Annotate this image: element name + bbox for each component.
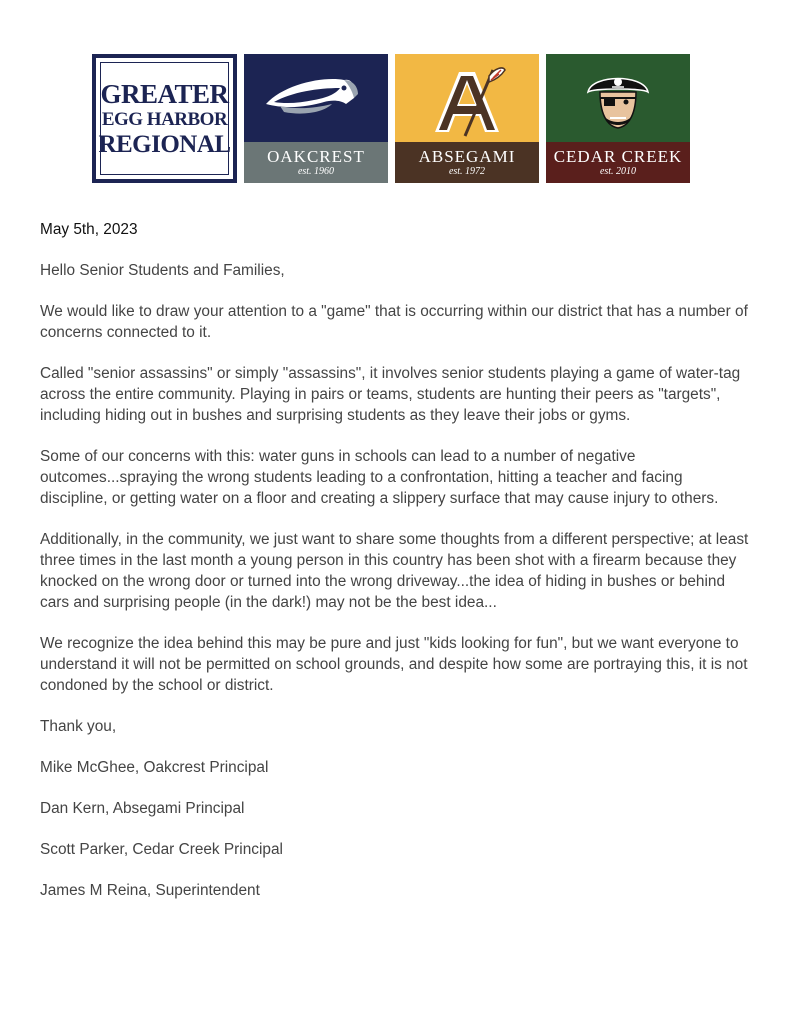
signature-line: Dan Kern, Absegami Principal — [40, 800, 245, 817]
cedar-creek-logo-tile — [546, 54, 690, 183]
district-name-line2: EGG HARBOR — [101, 108, 228, 130]
district-logo-tile — [92, 54, 237, 183]
district-banner — [92, 54, 691, 183]
letter-greeting: Hello Senior Students and Families, — [40, 262, 285, 279]
school-established: est. 2010 — [599, 166, 637, 177]
letter-closing: Thank you, — [40, 718, 117, 735]
letter-paragraph: Called "senior assassins" or simply "assassins", it involves senior students playing a game of water-tag across the entire community. Playing in pairs or teams, students are hunting their peers as "targets", including hiding out in bushes and surprising students as they leave their jobs or gyms. — [40, 365, 741, 424]
pirate-icon — [546, 54, 690, 142]
signature-line: Scott Parker, Cedar Creek Principal — [40, 841, 283, 858]
school-name: CEDAR CREEK — [553, 147, 683, 166]
school-established: est. 1972 — [448, 166, 486, 177]
letter-paragraph: Additionally, in the community, we just want to share some thoughts from a different perspective; at least three times in the last month a young person in this country has been shot with a firearm because they knocked on the wrong door or turned into the wrong driveway...the idea of hiding in bushes or behind cars and surprising people (in the dark!) may not be the best idea... — [40, 531, 749, 611]
school-name: ABSEGAMI — [418, 147, 516, 166]
letter-a-feather-icon — [395, 54, 539, 142]
letter-body — [40, 219, 752, 921]
district-name-line3: REGIONAL — [98, 130, 231, 158]
absegami-logo-tile — [395, 54, 539, 183]
letter-paragraph: We recognize the idea behind this may be pure and just "kids looking for fun", but we want everyone to understand it will not be permitted on school grounds, and despite how some are portraying this, it is not condoned by the school or district. — [40, 635, 748, 694]
district-logo — [100, 62, 229, 175]
letter-paragraph: We would like to draw your attention to a "game" that is occurring within our district that has a number of concerns connected to it. — [40, 303, 748, 341]
school-established: est. 1960 — [297, 166, 335, 177]
letter-paragraph: Some of our concerns with this: water guns in schools can lead to a number of negative outcomes...spraying the wrong students leading to a confrontation, hitting a teacher and facing discipline, or getting water on a floor and creating a slippery surface that may cause injury to others. — [40, 448, 719, 507]
hawk-icon — [244, 54, 388, 142]
oakcrest-logo-tile — [244, 54, 388, 183]
signature-line: Mike McGhee, Oakcrest Principal — [40, 759, 269, 776]
letter-date: May 5th, 2023 — [40, 221, 138, 238]
signature-block — [40, 757, 752, 901]
signature-line: James M Reina, Superintendent — [40, 882, 260, 899]
school-name: OAKCREST — [267, 147, 365, 166]
district-name-line1: GREATER — [100, 78, 229, 109]
